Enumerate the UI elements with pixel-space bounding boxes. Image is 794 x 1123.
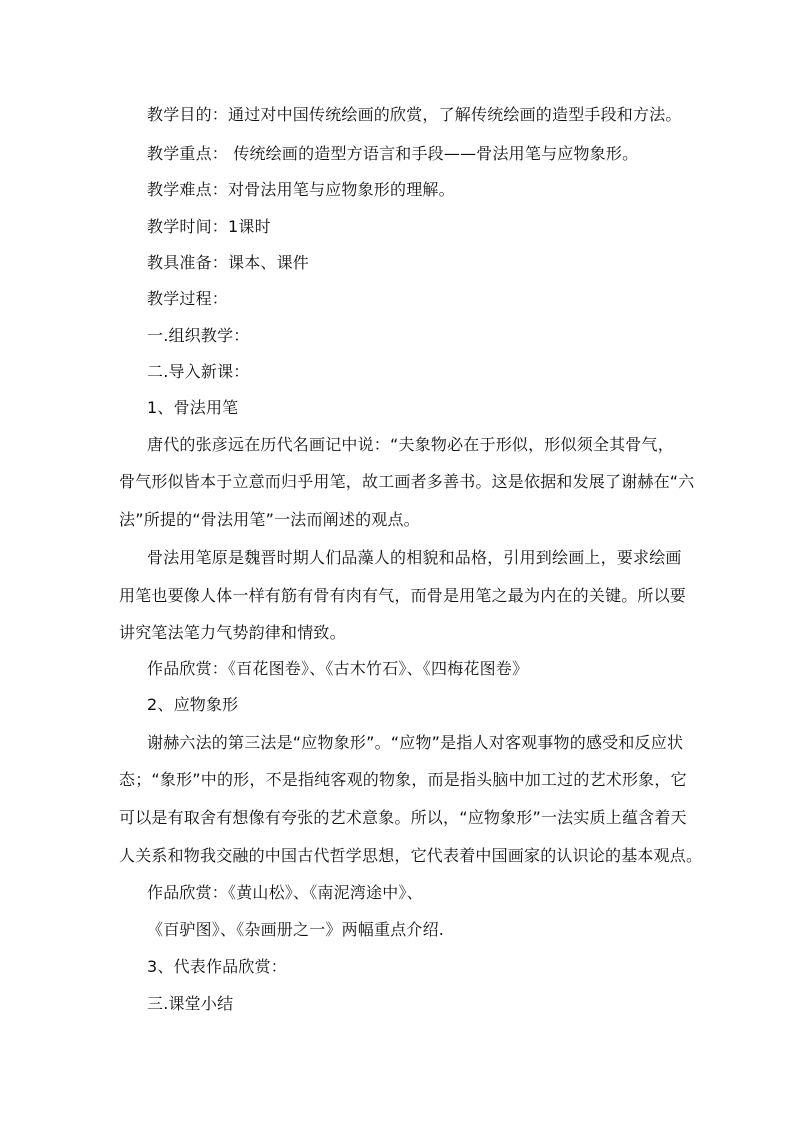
teaching-materials: 教具准备：课本、课件 [147, 253, 310, 272]
subsection-2-heading: 2、应物象形 [147, 695, 239, 714]
teaching-process-heading: 教学过程： [147, 289, 229, 308]
paragraph-line: 讲究笔法笔力气势韵律和情致。 [119, 623, 346, 642]
subsection-1-heading: 1、骨法用笔 [147, 398, 239, 417]
teaching-difficulty: 教学难点：对骨法用笔与应物象形的理解。 [147, 180, 455, 199]
paragraph-line: 骨气形似皆本于立意而归乎用笔，故工画者多善书。这是依据和发展了谢赫在“六 [119, 472, 695, 491]
paragraph-line: 态；“象形”中的形，不是指纯客观的物象，而是指头脑中加工过的艺术形象，它 [119, 770, 687, 789]
paragraph-line: 唐代的张彦远在历代名画记中说：“夫象物必在于形似，形似须全其骨气， [147, 435, 674, 454]
section-1-heading: 一.组织教学： [147, 326, 250, 345]
paragraph-line: 骨法用笔原是魏晋时期人们品藻人的相貌和品格，引用到绘画上，要求绘画 [147, 548, 682, 567]
paragraph-line: 人关系和物我交融的中国古代哲学思想，它代表着中国画家的认识论的基本观点。 [119, 846, 703, 865]
section-3-heading: 三.课堂小结 [147, 994, 234, 1013]
artwork-appreciation-2-continued: 《百驴图》、《杂画册之一》两幅重点介绍. [147, 920, 445, 939]
paragraph-line: 可以是有取舍有想像有夸张的艺术意象。所以，“应物象形”一法实质上蕴含着天 [119, 808, 687, 827]
teaching-focus: 教学重点： 传统绘画的造型方语言和手段——骨法用笔与应物象形。 [147, 144, 639, 163]
paragraph-line: 用笔也要像人体一样有筋有骨有肉有气，而骨是用笔之最为内在的关键。所以要 [119, 586, 687, 605]
artwork-appreciation-1: 作品欣赏：《百花图卷》、《古木竹石》、《四梅花图卷》 [147, 659, 529, 678]
teaching-time: 教学时间：1课时 [147, 217, 271, 236]
subsection-3-heading: 3、代表作品欣赏： [147, 957, 287, 976]
paragraph-line: 谢赫六法的第三法是“应物象形”。“应物”是指人对客观事物的感受和反应状 [147, 733, 684, 752]
artwork-appreciation-2: 作品欣赏：《黄山松》、《南泥湾途中》、 [147, 883, 423, 902]
section-2-heading: 二.导入新课： [147, 362, 250, 381]
paragraph-line: 法”所提的“骨法用笔”一法而阐述的观点。 [119, 510, 420, 529]
teaching-objective: 教学目的：通过对中国传统绘画的欣赏，了解传统绘画的造型手段和方法。 [147, 105, 682, 124]
